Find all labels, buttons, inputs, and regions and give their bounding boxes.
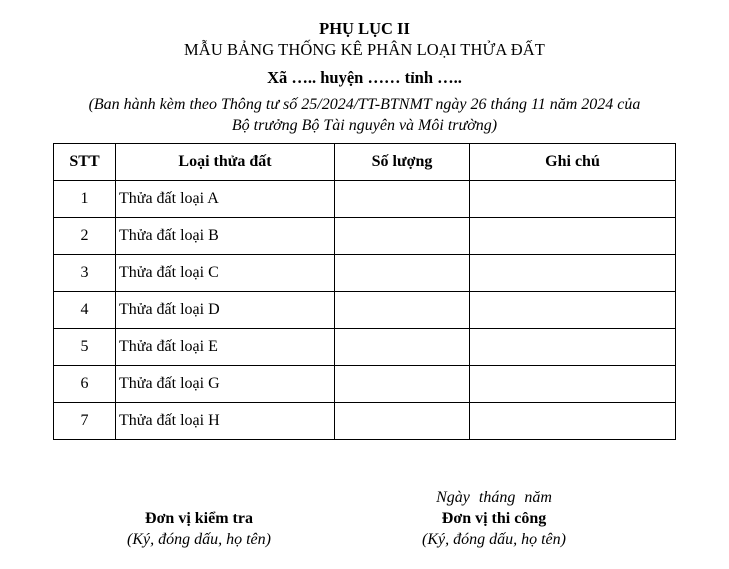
table-row [54, 403, 676, 440]
contractor-signature-note: (Ký, đóng dấu, họ tên) [422, 531, 566, 548]
cell-note[interactable] [470, 366, 676, 403]
cell-note[interactable] [470, 181, 676, 218]
location-line: Xã ….. huyện …… tỉnh ….. [267, 68, 462, 87]
cell-stt: 5 [54, 329, 116, 366]
cell-quantity[interactable] [335, 218, 470, 255]
cell-note[interactable] [470, 329, 676, 366]
cell-land-type: Thửa đất loại C [116, 255, 335, 292]
column-header-land-type: Loại thửa đất [116, 144, 335, 181]
table-row [54, 292, 676, 329]
cell-land-type: Thửa đất loại D [116, 292, 335, 329]
cell-note[interactable] [470, 403, 676, 440]
cell-note[interactable] [470, 292, 676, 329]
land-classification-table [53, 143, 676, 440]
table-row [54, 329, 676, 366]
contractor-signature-block [364, 487, 624, 550]
cell-land-type: Thửa đất loại H [116, 403, 335, 440]
contractor-title: Đơn vị thi công [441, 510, 547, 527]
cell-stt: 1 [54, 181, 116, 218]
cell-land-type: Thửa đất loại A [116, 181, 335, 218]
cell-note[interactable] [470, 218, 676, 255]
cell-land-type: Thửa đất loại B [116, 218, 335, 255]
issuance-note-line-2: Bộ trưởng Bộ Tài nguyên và Môi trường) [231, 117, 498, 134]
cell-note[interactable] [470, 255, 676, 292]
cell-quantity[interactable] [335, 329, 470, 366]
cell-stt: 4 [54, 292, 116, 329]
cell-stt: 3 [54, 255, 116, 292]
cell-stt: 2 [54, 218, 116, 255]
issuance-note-line-1: (Ban hành kèm theo Thông tư số 25/2024/TT-BTNMT ngày 26 tháng 11 năm 2024 của [88, 96, 641, 113]
cell-quantity[interactable] [335, 403, 470, 440]
inspector-signature-block [69, 508, 329, 550]
cell-land-type: Thửa đất loại G [116, 366, 335, 403]
cell-quantity[interactable] [335, 255, 470, 292]
cell-quantity[interactable] [335, 181, 470, 218]
column-header-stt: STT [54, 144, 116, 181]
table-header-row [54, 144, 676, 181]
cell-stt: 7 [54, 403, 116, 440]
table-row [54, 366, 676, 403]
cell-quantity[interactable] [335, 292, 470, 329]
cell-stt: 6 [54, 366, 116, 403]
form-title: MẪU BẢNG THỐNG KÊ PHÂN LOẠI THỬA ĐẤT [184, 40, 545, 59]
signature-date-line: Ngày tháng năm [436, 489, 552, 506]
inspector-title: Đơn vị kiểm tra [145, 510, 253, 527]
table-row [54, 218, 676, 255]
cell-quantity[interactable] [335, 366, 470, 403]
column-header-note: Ghi chú [470, 144, 676, 181]
table-row [54, 255, 676, 292]
column-header-quantity: Số lượng [335, 144, 470, 181]
inspector-signature-note: (Ký, đóng dấu, họ tên) [127, 531, 271, 548]
cell-land-type: Thửa đất loại E [116, 329, 335, 366]
appendix-title: PHỤ LỤC II [319, 19, 410, 38]
table-row [54, 181, 676, 218]
